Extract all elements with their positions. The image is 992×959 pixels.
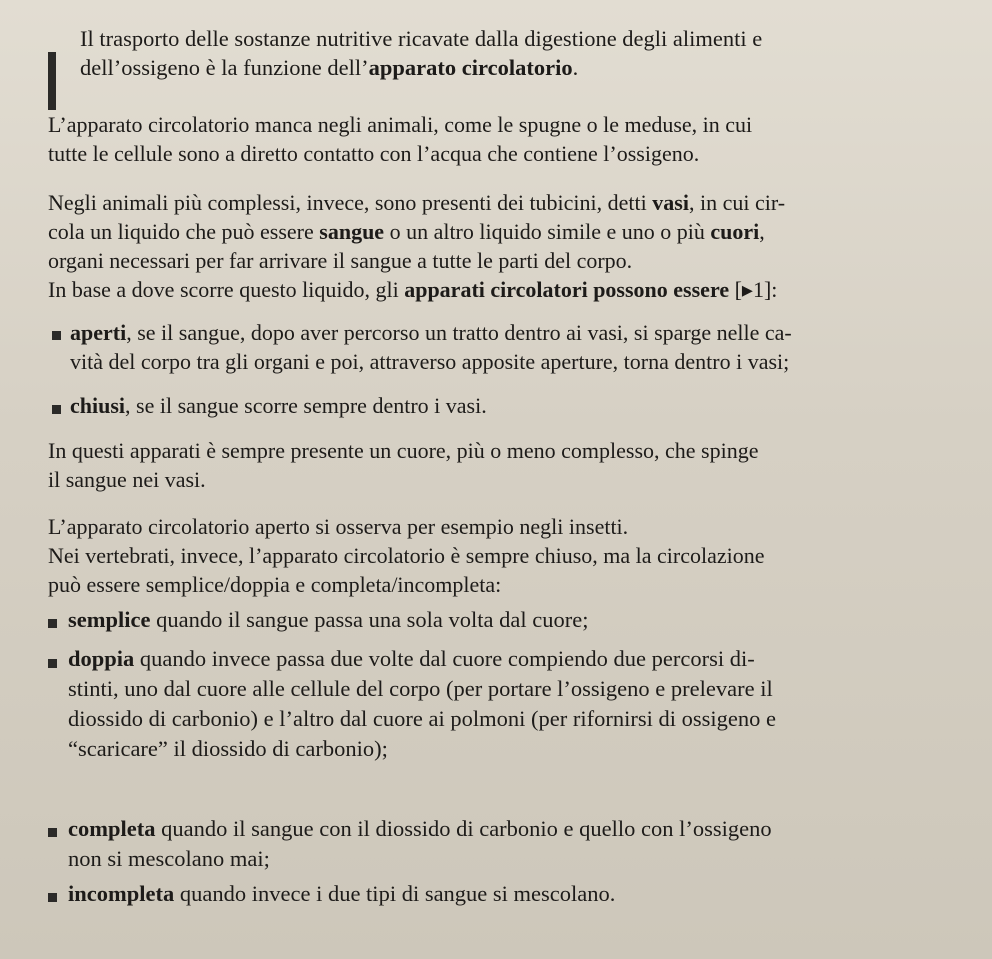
term: incompleta xyxy=(68,881,175,906)
text: , se il sangue scorre sempre dentro i vasi. xyxy=(125,393,487,418)
paragraph-2-line-3: organi necessari per far arrivare il sangue a tutte le parti del corpo. xyxy=(48,248,633,273)
bullet-icon xyxy=(52,405,61,414)
text: , in cui cir- xyxy=(688,190,786,215)
list-item-line xyxy=(68,644,776,674)
list-item-line: “scaricare” il diossido di carbonio); xyxy=(68,736,388,761)
list-item-line: non si mescolano mai; xyxy=(68,846,270,871)
bullet-icon xyxy=(48,659,57,668)
list-item-line xyxy=(70,318,792,347)
intro-accent-bar xyxy=(48,52,56,110)
text: o un altro liquido simile e uno o più xyxy=(384,219,711,244)
bullet-icon xyxy=(48,828,57,837)
paragraph-1-line-1: L’apparato circolatorio manca negli animali, come le spugne o le meduse, in cui xyxy=(48,112,753,137)
intro-term: apparato circolatorio xyxy=(368,55,573,80)
bullet-icon xyxy=(52,331,61,340)
paragraph-4-line-3: può essere semplice/doppia e completa/incompleta: xyxy=(48,572,502,597)
paragraph-3-line-1: In questi apparati è sempre presente un cuore, più o meno complesso, che spinge xyxy=(48,438,759,463)
paragraph-3-line-2: il sangue nei vasi. xyxy=(48,467,206,492)
list-item-semplice xyxy=(68,605,589,634)
list-item-aperti xyxy=(70,318,792,376)
term-apparati: apparati circolatori possono essere xyxy=(404,277,730,302)
text: quando invece passa due volte dal cuore compiendo due percorsi di- xyxy=(134,646,755,671)
term: semplice xyxy=(68,607,151,632)
list-item-line xyxy=(70,391,487,420)
term: doppia xyxy=(68,646,135,671)
paragraph-4-line-1: L’apparato circolatorio aperto si osserva per esempio negli insetti. xyxy=(48,514,629,539)
list-item-line xyxy=(68,814,772,844)
list-item-incompleta xyxy=(68,879,615,908)
paragraph-2 xyxy=(48,188,785,304)
list-item-line: stinti, uno dal cuore alle cellule del corpo (per portare l’ossigeno e prelevare il xyxy=(68,676,773,701)
intro-line-1: Il trasporto delle sostanze nutritive ricavate dalla digestione degli alimenti e xyxy=(80,26,763,51)
list-item-line: vità del corpo tra gli organi e poi, attraverso apposite aperture, torna dentro i vasi; xyxy=(70,349,790,374)
bullet-icon xyxy=(48,893,57,902)
text: quando invece i due tipi di sangue si mescolano. xyxy=(174,881,616,906)
intro-period: . xyxy=(572,55,579,80)
figure-reference: [▸1]: xyxy=(729,277,778,302)
text: cola un liquido che può essere xyxy=(48,219,320,244)
paragraph-1 xyxy=(48,110,752,168)
term: chiusi xyxy=(70,393,126,418)
list-item-line xyxy=(68,879,615,908)
intro-line-2 xyxy=(80,53,762,82)
list-item-line: diossido di carbonio) e l’altro dal cuore ai polmoni (per rifornirsi di ossigeno e xyxy=(68,706,776,731)
term: aperti xyxy=(70,320,127,345)
term: completa xyxy=(68,816,156,841)
paragraph-4 xyxy=(48,512,765,599)
list-item-chiusi xyxy=(70,391,487,420)
bullet-icon xyxy=(48,619,57,628)
text: , se il sangue, dopo aver percorso un tratto dentro ai vasi, si sparge nelle ca- xyxy=(126,320,792,345)
text: quando il sangue passa una sola volta dal cuore; xyxy=(150,607,589,632)
term-cuori: cuori xyxy=(710,219,760,244)
list-item-line xyxy=(68,605,589,634)
list-item-doppia xyxy=(68,644,776,764)
paragraph-2-line-2 xyxy=(48,217,785,246)
paragraph-3 xyxy=(48,436,759,494)
text: Negli animali più complessi, invece, sono presenti dei tubicini, detti xyxy=(48,190,653,215)
text: In base a dove scorre questo liquido, gli xyxy=(48,277,405,302)
intro-paragraph xyxy=(80,24,762,82)
term-sangue: sangue xyxy=(319,219,385,244)
paragraph-4-line-2: Nei vertebrati, invece, l’apparato circolatorio è sempre chiuso, ma la circolazione xyxy=(48,543,765,568)
paragraph-1-line-2: tutte le cellule sono a diretto contatto con l’acqua che contiene l’ossigeno. xyxy=(48,141,700,166)
text: , xyxy=(759,219,765,244)
list-item-completa xyxy=(68,814,772,874)
paragraph-2-line-1 xyxy=(48,188,785,217)
term-vasi: vasi xyxy=(652,190,689,215)
text: quando il sangue con il diossido di carbonio e quello con l’ossigeno xyxy=(155,816,772,841)
paragraph-2-line-4 xyxy=(48,275,785,304)
intro-text: dell’ossigeno è la funzione dell’ xyxy=(80,55,369,80)
